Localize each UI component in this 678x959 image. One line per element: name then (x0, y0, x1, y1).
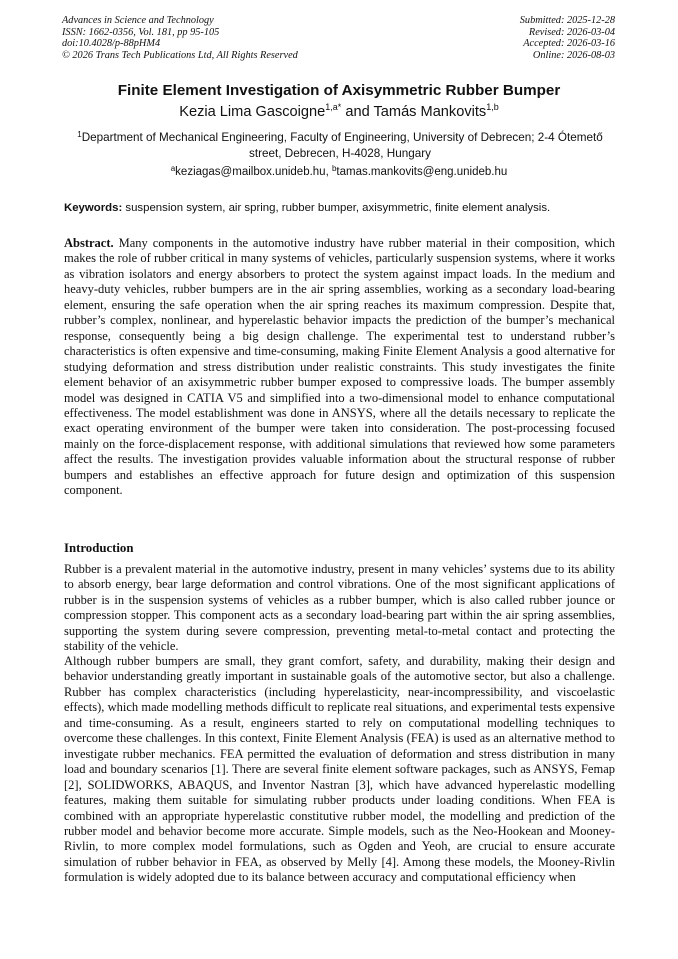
email-address[interactable]: keziagas@mailbox.unideb.hu (175, 166, 326, 178)
email-marker: a (170, 164, 176, 173)
email-address[interactable]: tamas.mankovits@eng.unideb.hu (336, 166, 508, 178)
abstract-label: Abstract. (64, 236, 114, 250)
author-affiliation-marker: 1,b (486, 102, 499, 112)
accepted-date: Accepted: 2026-03-16 (523, 38, 615, 50)
keywords-text: suspension system, air spring, rubber bumper, axisymmetric, finite element analysis. (122, 202, 551, 214)
journal-info (62, 15, 298, 61)
journal-name: Advances in Science and Technology (62, 15, 214, 26)
section-heading: Introduction (64, 541, 134, 555)
paper-title: Finite Element Investigation of Axisymmetric Rubber Bumper (117, 82, 561, 99)
author-conjunction: and (341, 104, 374, 120)
author-affiliation-marker: 1,a* (325, 102, 342, 112)
author-name: Kezia Lima Gascoigne (179, 104, 326, 120)
affiliation (70, 130, 610, 162)
keywords-label: Keywords: (64, 202, 123, 214)
abstract (64, 236, 615, 499)
affiliation-marker: 1 (77, 130, 82, 139)
publication-dates (520, 15, 615, 61)
doi-line: doi:10.4028/p-88pHM4 (62, 38, 161, 50)
body-paragraph: Although rubber bumpers are small, they grant comfort, safety, and durability, making their design and behavior understanding greatly important in sustainable goals of the automotive sector, but also a challenge. Rubber has complex characteristics (including hyperelasticity, near-incompressibility, and viscoelastic effects), which made modelling methods difficult to replicate real situations, and experimental tests expensive and time-consuming. As a result, engineers started to rely on computational modelling techniques to overcome these challenges. In this context, Finite Element Analysis (FEA) is used as an alternative method to investigate rubber mechanics. FEA permitted the evaluation of deformation and stress distribution in many load and boundary scenarios [1]. There are several finite element software packages, such as ANSYS, Femap [2], SOLIDWORKS, ABAQUS, and Inventor Nastran [3], which have advanced hyperelastic modelling features, making them suitable for simulating rubber products under loading conditions. When FEA is combined with an appropriate hyperelastic constitutive rubber model, the modelling and prediction of the rubber model and behavior become more accurate. Simple models, such as the Neo-Hookean and Mooney-Rivlin, to more complex model formulations, such as Ogden and Yeoh, are crucial to ensure accurate simulation of rubber behavior in FEA, as observed by Melly [4]. Among these models, the Mooney-Rivlin formulation is widely adopted due to its balance between accuracy and computational efficiency when (64, 654, 615, 885)
revised-date: Revised: 2026-03-04 (528, 26, 615, 38)
online-date: Online: 2026-08-03 (532, 49, 615, 61)
copyright-line: © 2026 Trans Tech Publications Ltd, All Rights Reserved (62, 49, 298, 61)
author-line (0, 104, 678, 120)
email-separator: , (325, 166, 332, 178)
issn-line: ISSN: 1662-0356, Vol. 181, pp 95-105 (62, 26, 220, 38)
email-line (0, 166, 678, 178)
author-name: Tamás Mankovits (373, 104, 487, 120)
submitted-date: Submitted: 2025-12-28 (519, 15, 615, 26)
keywords (64, 202, 624, 214)
abstract-text: Many components in the automotive industry have rubber material in their composition, which makes the role of rubber critical in many systems of vehicles, particularly suspension systems, where it works as vibration isolators and energy absorbers to protect the system against impact loads. In the medium and heavy-duty vehicles, rubber bumpers are in the air spring assemblies, working as a secondary load-bearing element, ensuring the safe operation when the air spring reaches its maximum compression. Despite that, rubber’s complex, nonlinear, and hyperelastic behavior impacts the prediction of the bumper’s mechanical response, consequently being a big design challenge. The experimental test to understand rubber’s characteristics is often expensive and time-consuming, making Finite Element Analysis a good alternative for studying deformation and stress distribution under realistic constraints. This study investigates the finite element behavior of an axisymmetric rubber bumper exposed to compressive loads. The bumper assembly model was designed in CATIA V5 and simplified into a two-dimensional model to enhance computational effectiveness. The model establishment was done in ANSYS, where all the details necessary to replicate the exact operating environment of the bumper were taken into consideration. The post-processing focused mainly on the force-displacement response, with additional simulations that reviewed how some parameters affect the results. The investigation provides valuable information about the structural response of rubber bumpers and establishes an effective approach for future design and optimization of this suspension component. (64, 236, 615, 498)
email-marker: b (331, 164, 337, 173)
affiliation-text: Department of Mechanical Engineering, Faculty of Engineering, University of Debrecen; 2-4 Ótemető street, Debrecen, H-4028, Hungary (81, 131, 603, 160)
body-paragraph: Rubber is a prevalent material in the automotive industry, present in many vehicles’ systems due to its ability to absorb energy, bear large deformation and control vibrations. One of the most significant applications of rubber is in the suspension systems of vehicles as a rubber bumper, which is also called rubber jounce or compression stopper. This component acts as a secondary load-bearing part within the air spring assemblies, supporting the system during severe compression, preventing metal-to-metal contact and protecting the stability of the vehicle. (64, 562, 615, 654)
